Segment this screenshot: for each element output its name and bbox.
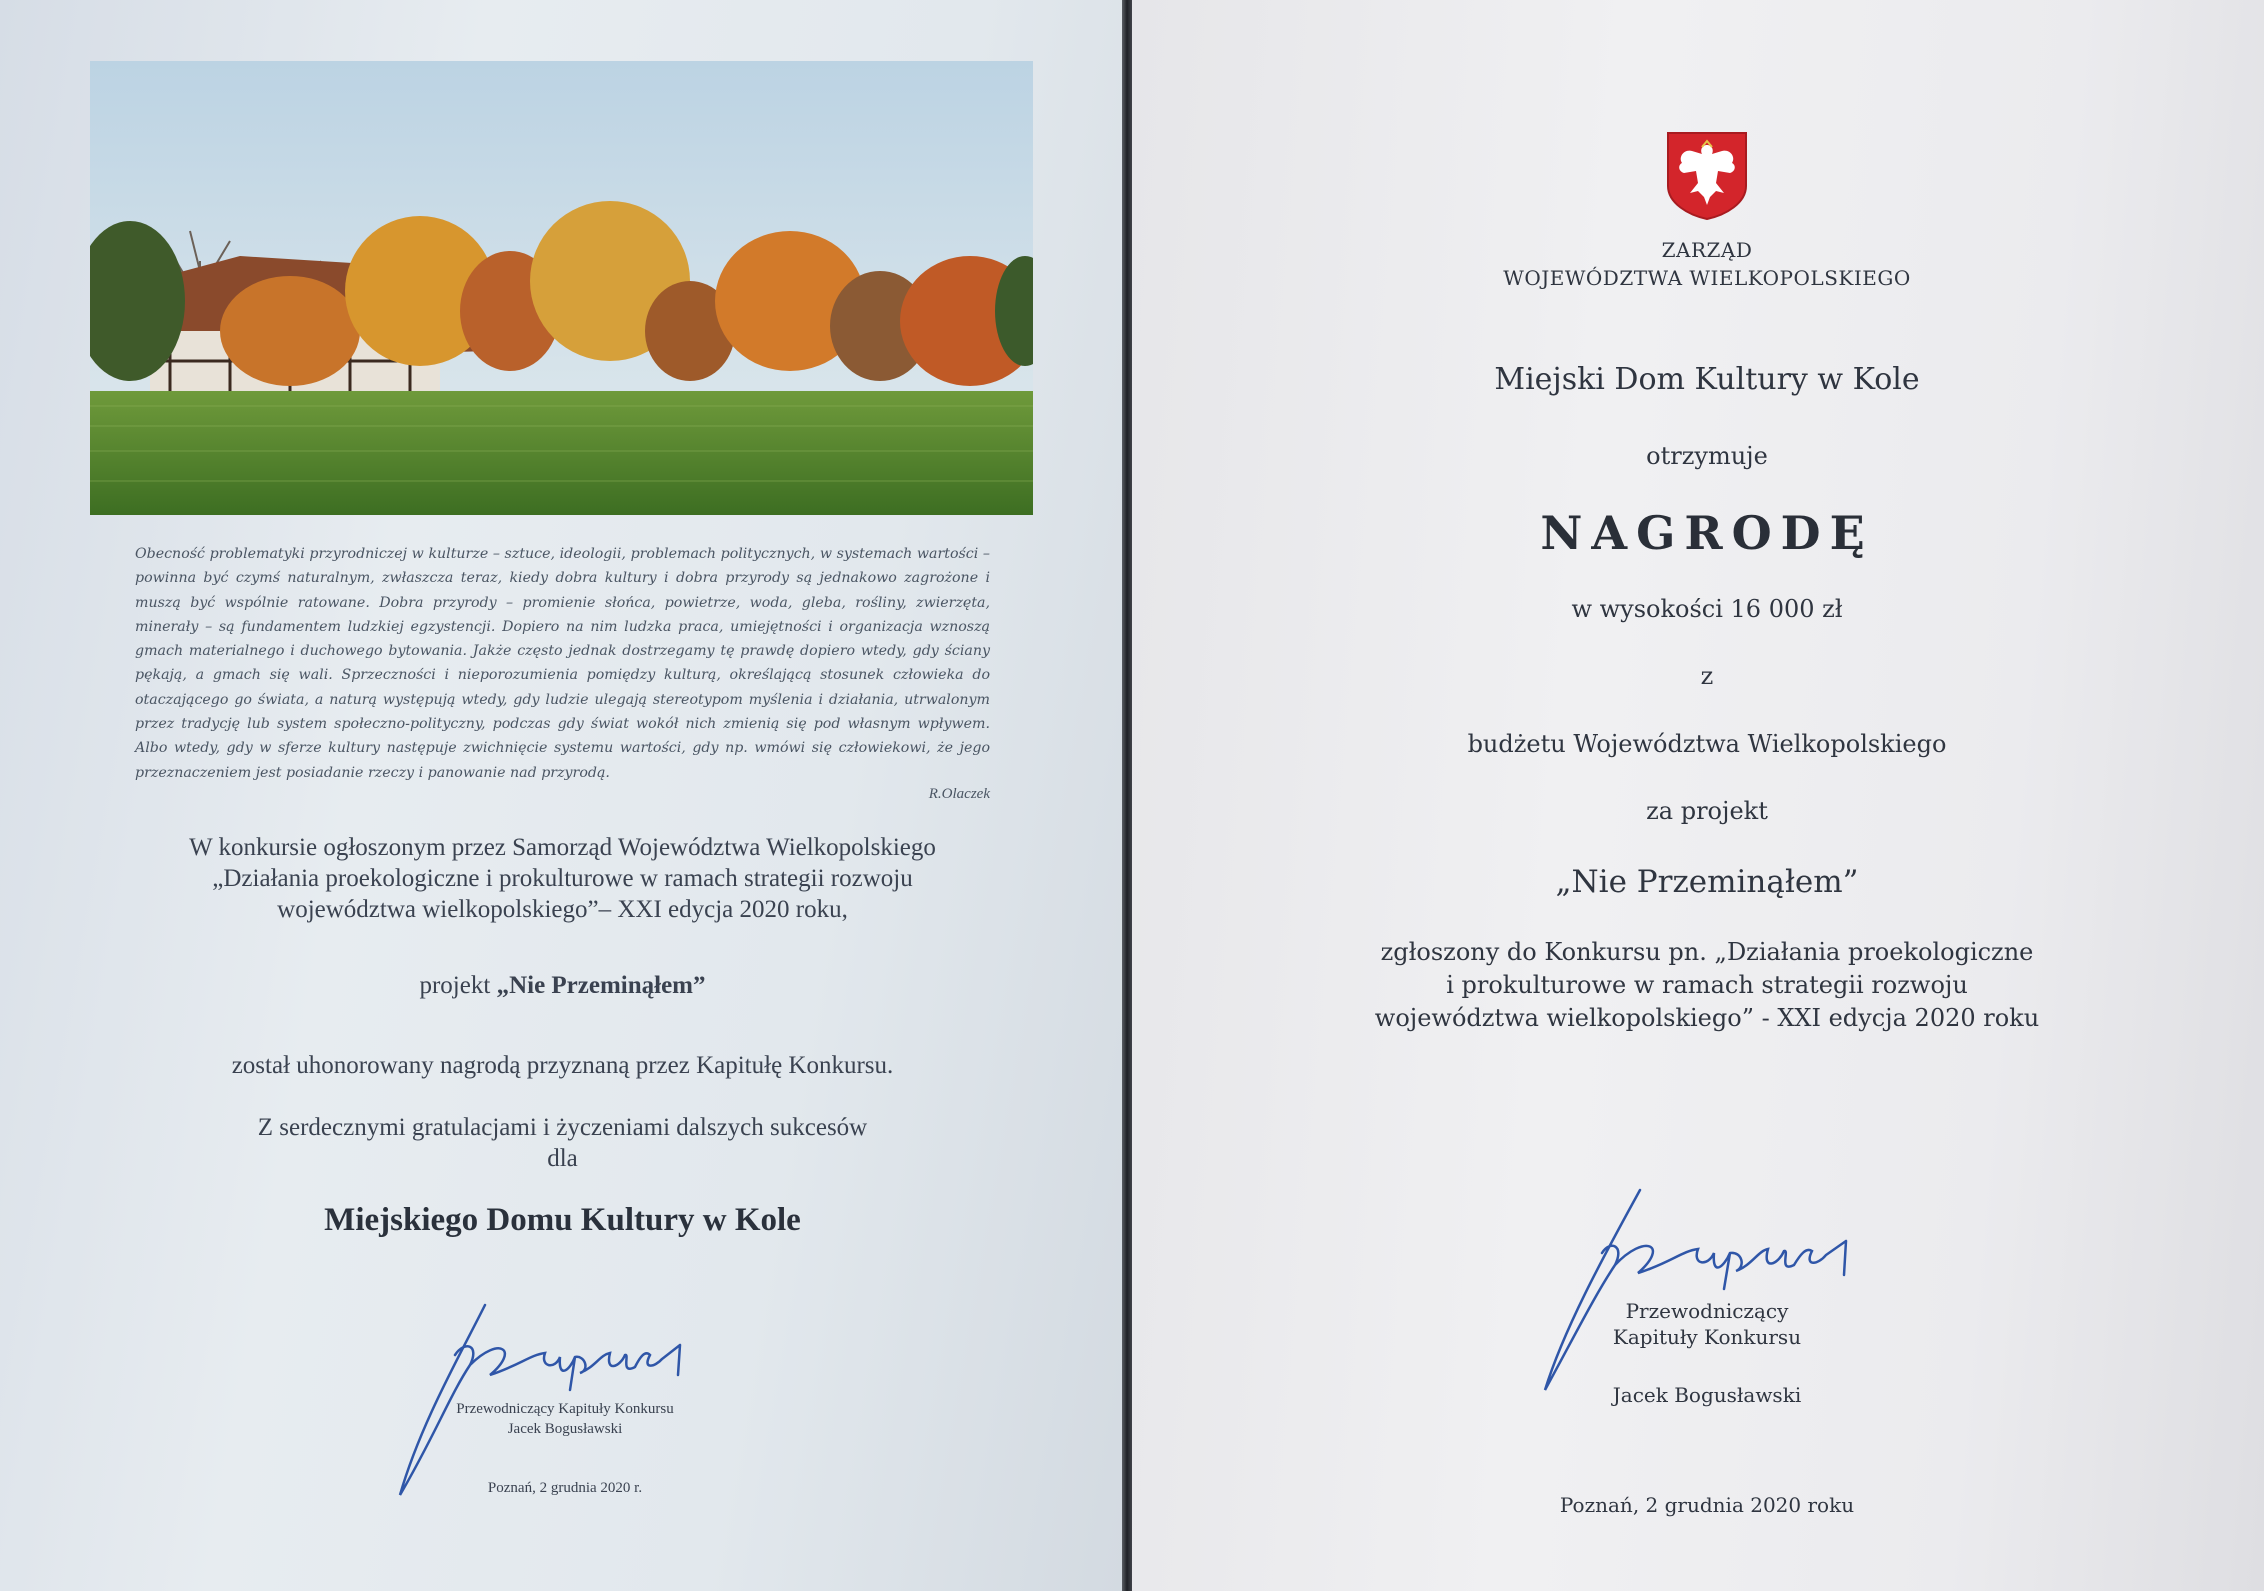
nature-quote: Obecność problematyki przyrodniczej w kulturze – sztuce, ideologii, problemach politycznych, w systemach wartości – powinna być czymś naturalnym, zwłaszcza teraz, kiedy dobra kultury i dobra przyrody są jednakowo zagrożone i muszą być wspólnie ratowane. Dobra przyrody – promienie słońca, powietrze, woda, gleba, rośliny, zwierzęta, minerały – są fundamentem ludzkiej egzystencji. Dopiero na nim ludzka praca, umiejętności i organizacja wznoszą gmach materialnego i duchowego bytowania. Jakże często jednak dostrzegamy tę prawdę dopiero wtedy, gdy ściany pękają, a gmach się wali. Sprzeczności i nieporozumienia pomiędzy kulturą, określającą stosunek człowieka do otaczającego go świata, a naturą występują wtedy, gdy ludzie ulegają stereotypom myślenia i działania, utrwalonym przez tradycję lub system społeczno-polityczny, podczas gdy świat wokół nich zmienią się pod własnym wpływem. Albo wtedy, gdy w sferze kultury następuje zwichnięcie systemu wartości, gdy np. wmówi się człowiekowi, że jego przeznaczeniem jest posiadanie rzeczy i panowanie nad przyrodą. — [135, 546, 990, 781]
signer-title-right-1: Przewodniczący — [1625, 1299, 1789, 1323]
coat-of-arms-icon — [1666, 131, 1748, 221]
recipient-name-right: Miejski Dom Kultury w Kole — [1494, 362, 1920, 397]
receives-text: otrzymuje — [1646, 442, 1768, 470]
award-amount: w wysokości 16 000 zł — [1571, 595, 1843, 623]
board-line-1: ZARZĄD — [1661, 238, 1753, 262]
congrats — [100, 1112, 1025, 1174]
quote-author: R.Olaczek — [928, 786, 990, 802]
honored-line: został uhonorowany nagrodą przyznaną przez Kapitułę Konkursu. — [231, 1052, 894, 1079]
contest-line-2: „Działania proekologiczne i prokulturowe w ramach strategii rozwoju — [212, 865, 913, 892]
submitted-line-1: zgłoszony do Konkursu pn. „Działania proekologiczne — [1380, 938, 2034, 966]
from-text: z — [1700, 662, 1714, 690]
signer-name-left: Jacek Bogusławski — [507, 1421, 623, 1437]
signer-title-right-2: Kapituły Konkursu — [1612, 1325, 1802, 1349]
contest-line-3: województwa wielkopolskiego”– XXI edycja 2020 roku, — [277, 896, 848, 923]
board-line-2: WOJEWÓDZTWA WIELKOPOLSKIEGO — [1503, 266, 1911, 290]
landscape-photo — [90, 61, 1033, 515]
signature-right — [1510, 1185, 1870, 1400]
contest-line-1: W konkursie ogłoszonym przez Samorząd Województwa Wielkopolskiego — [189, 834, 936, 861]
signer-name-right: Jacek Bogusławski — [1612, 1383, 1802, 1407]
submitted-line-3: województwa wielkopolskiego” - XXI edycja 2020 roku — [1374, 1004, 2040, 1032]
project-line — [100, 972, 1025, 1000]
date-right: Poznań, 2 grudnia 2020 roku — [1559, 1493, 1855, 1517]
recipient-name: Miejskiego Domu Kultury w Kole — [324, 1202, 801, 1238]
congrats-line-1: Z serdecznymi gratulacjami i życzeniami dalszych sukcesów — [257, 1114, 868, 1141]
signer-title-left: Przewodniczący Kapituły Konkursu — [456, 1401, 674, 1417]
project-name-right: „Nie Przeminąłem” — [1555, 864, 1859, 900]
date-left: Poznań, 2 grudnia 2020 r. — [487, 1480, 643, 1496]
for-project-text: za projekt — [1646, 797, 1768, 825]
congrats-line-2: dla — [547, 1145, 578, 1172]
submitted-line-2: i prokulturowe w ramach strategii rozwoju — [1446, 971, 1968, 999]
budget-text: budżetu Województwa Wielkopolskiego — [1467, 730, 1947, 758]
award-title: NAGRODĘ — [1540, 506, 1874, 560]
submitted-text — [1232, 936, 2182, 1035]
contest-statement — [100, 832, 1025, 925]
project-name: „Nie Przeminąłem” — [496, 972, 706, 999]
project-prefix: projekt — [419, 972, 497, 999]
